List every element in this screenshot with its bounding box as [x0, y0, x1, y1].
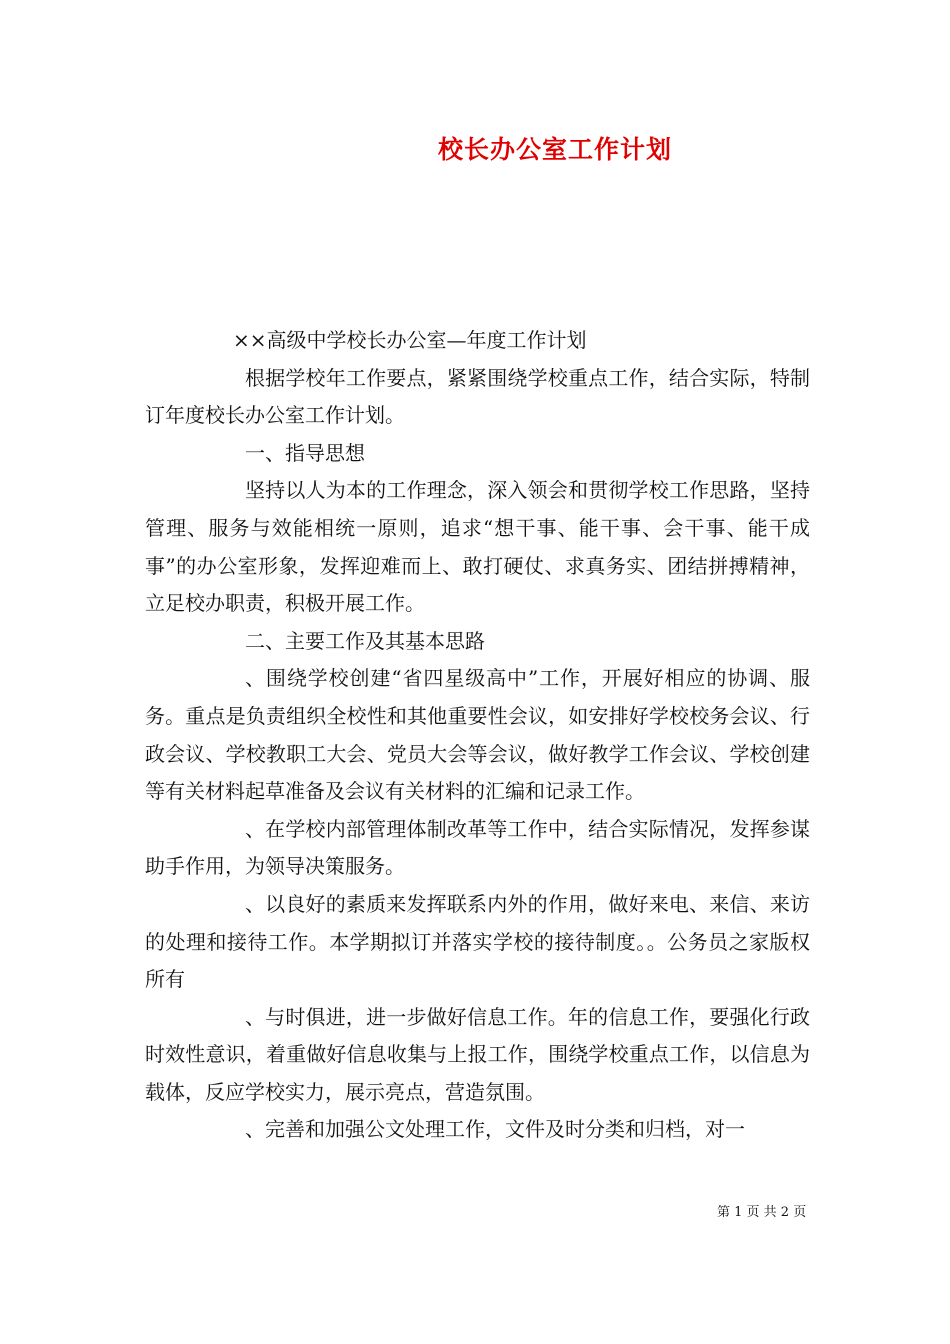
- page-number-footer: 第 1 页 共 2 页: [717, 1205, 807, 1220]
- section-heading-main-work: 二、主要工作及其基本思路: [245, 628, 485, 653]
- document-title: 校长办公室工作计划: [437, 135, 672, 164]
- section-heading-guiding-ideas: 一、指导思想: [245, 440, 365, 465]
- document-body: [145, 322, 810, 1149]
- document-subtitle: ××高级中学校长办公室—年度工作计划: [233, 328, 587, 352]
- paragraph-item-2: 、在学校内部管理体制改革等工作中，结合实际情况，发挥参谋助手作用，为领导决策服务。: [145, 816, 810, 879]
- paragraph-intro: 根据学校年工作要点，紧紧围绕学校重点工作，结合实际，特制订年度校长办公室工作计划。: [145, 365, 810, 428]
- paragraph-item-1: 、围绕学校创建“省四星级高中”工作，开展好相应的协调、服务。重点是负责组织全校性和其他重要性会议，如安排好学校校务会议、行政会议、学校教职工大会、党员大会等会议，做好教学工作会议、学校创建等有关材料起草准备及会议有关材料的汇编和记录工作。: [145, 666, 810, 804]
- paragraph-item-3: 、以良好的素质来发挥联系内外的作用，做好来电、来信、来访的处理和接待工作。本学期拟订并落实学校的接待制度。。公务员之家版权所有: [145, 891, 810, 992]
- paragraph-guiding-ideas: 坚持以人为本的工作理念，深入领会和贯彻学校工作思路，坚持管理、服务与效能相统一原则，追求“想干事、能干事、会干事、能干成事”的办公室形象，发挥迎难而上、敢打硬仗、求真务实、团结拼搏精神，立足校办职责，积极开展工作。: [145, 478, 810, 616]
- paragraph-item-4: 、与时俱进，进一步做好信息工作。年的信息工作，要强化行政时效性意识，着重做好信息收集与上报工作，围绕学校重点工作，以信息为载体，反应学校实力，展示亮点，营造氛围。: [145, 1004, 810, 1104]
- paragraph-item-5: 、完善和加强公文处理工作，文件及时分类和归档，对一: [245, 1117, 745, 1142]
